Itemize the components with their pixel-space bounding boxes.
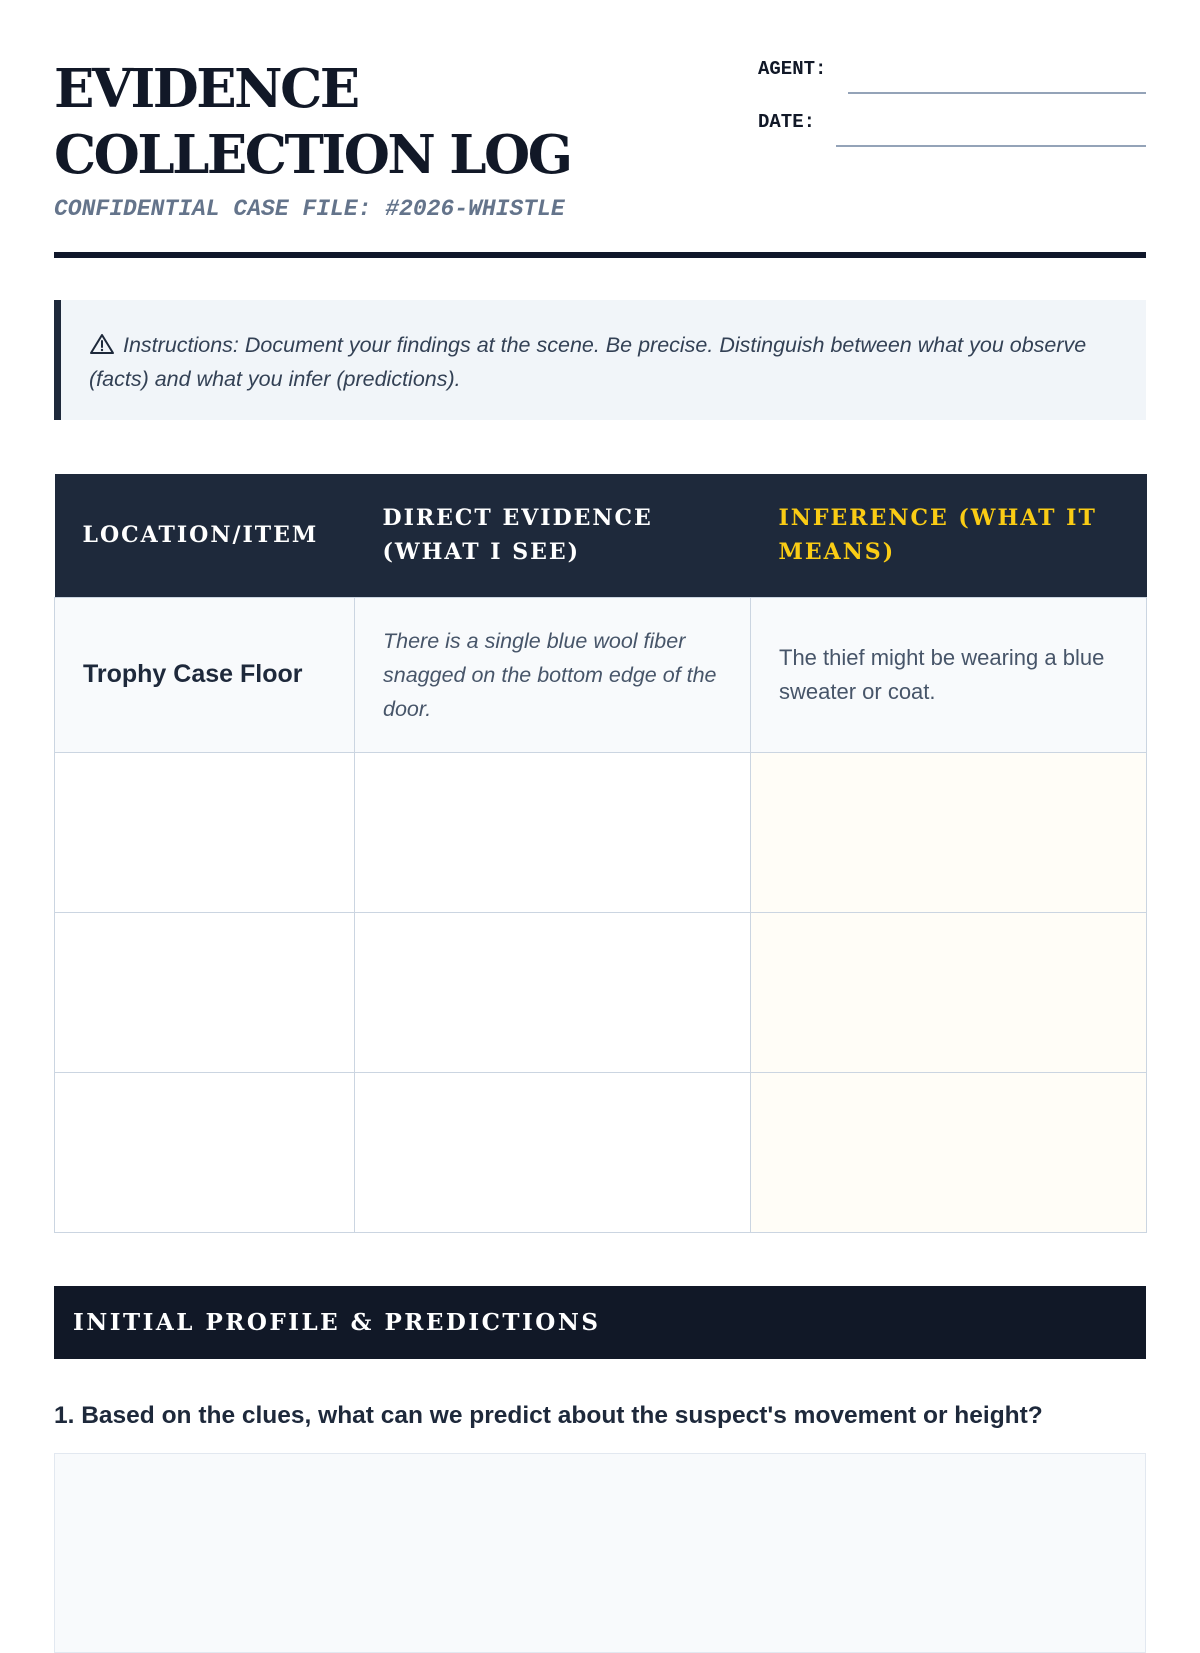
table-row xyxy=(55,912,1147,1072)
agent-row xyxy=(758,58,1146,111)
direct-evidence-input-cell[interactable] xyxy=(355,912,751,1072)
evidence-table xyxy=(54,474,1147,1233)
table-row xyxy=(55,1072,1147,1232)
example-direct-cell xyxy=(355,597,751,752)
example-location: Trophy Case Floor xyxy=(83,660,303,688)
inference-input-cell[interactable] xyxy=(751,1072,1147,1232)
evidence-log-page xyxy=(54,0,1146,1429)
case-file-number: CONFIDENTIAL CASE FILE: #2026-WHISTLE xyxy=(54,196,565,222)
instructions-callout xyxy=(54,300,1146,420)
date-row xyxy=(758,111,1146,164)
header-divider xyxy=(54,252,1146,258)
warning-triangle-icon xyxy=(89,331,115,353)
location-input-cell[interactable] xyxy=(55,912,355,1072)
inference-input-cell[interactable] xyxy=(751,912,1147,1072)
table-header-row xyxy=(55,474,1147,597)
table-row xyxy=(55,752,1147,912)
location-input-cell[interactable] xyxy=(55,752,355,912)
example-location-cell xyxy=(55,597,355,752)
instructions-text: Instructions: Document your findings at the scene. Be precise. Distinguish between what you observe (facts) and what you infer (predictions). xyxy=(89,333,1087,391)
agent-date-fields xyxy=(758,58,1146,164)
date-label: DATE: xyxy=(758,111,816,133)
direct-evidence-input-cell[interactable] xyxy=(355,1072,751,1232)
example-direct-evidence: There is a single blue wool fiber snagged on the bottom edge of the door. xyxy=(383,628,717,721)
header-location: LOCATION/ITEM xyxy=(55,474,355,597)
agent-label: AGENT: xyxy=(758,58,827,80)
direct-evidence-input-cell[interactable] xyxy=(355,752,751,912)
location-input-cell[interactable] xyxy=(55,1072,355,1232)
page-title: EVIDENCE COLLECTION LOG xyxy=(54,58,571,186)
example-row xyxy=(55,597,1147,752)
inference-input-cell[interactable] xyxy=(751,752,1147,912)
answer-box-1[interactable] xyxy=(54,1453,1146,1653)
header xyxy=(54,0,1146,262)
profile-section-title: INITIAL PROFILE & PREDICTIONS xyxy=(54,1286,1146,1359)
example-inference: The thief might be wearing a blue sweater or coat. xyxy=(779,644,1105,704)
date-field[interactable] xyxy=(836,145,1146,147)
example-inference-cell xyxy=(751,597,1147,752)
header-inference: INFERENCE (WHAT IT MEANS) xyxy=(751,474,1147,597)
header-direct-evidence: DIRECT EVIDENCE (WHAT I SEE) xyxy=(355,474,751,597)
agent-field[interactable] xyxy=(848,92,1146,94)
question-1: 1. Based on the clues, what can we predict about the suspect's movement or height? xyxy=(54,1402,1043,1429)
